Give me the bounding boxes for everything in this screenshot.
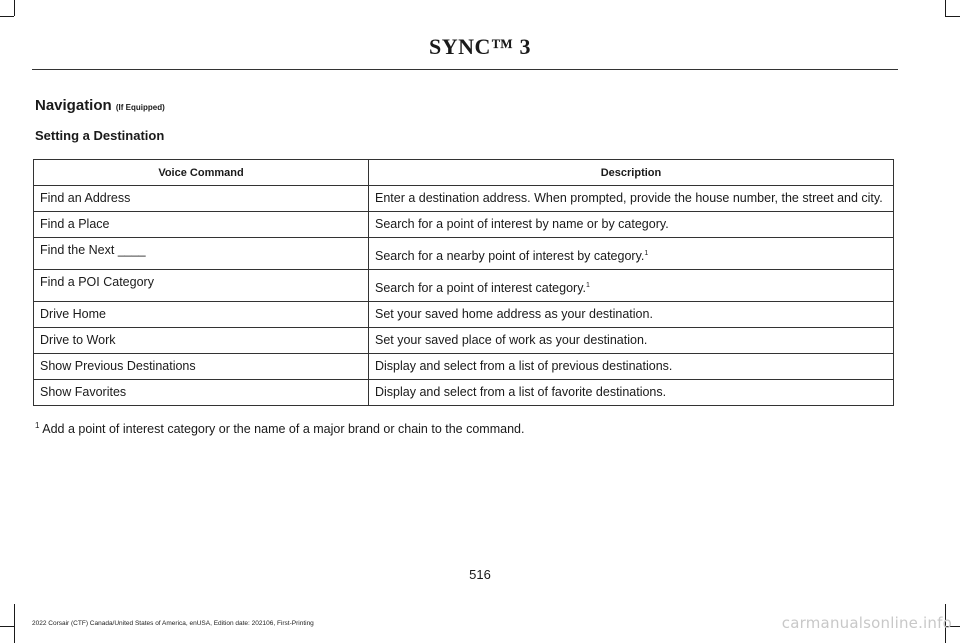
subsection-heading: Setting a Destination (35, 128, 165, 143)
section-heading-text: Navigation (35, 97, 112, 114)
table-row (34, 238, 894, 270)
description-text: Search for a nearby point of interest by category. (375, 249, 645, 263)
description-cell: Set your saved home address as your destination. (369, 302, 894, 328)
table-row (34, 380, 894, 406)
footnote-marker: 1 (586, 281, 590, 289)
description-cell: Enter a destination address. When prompted, provide the house number, the street and city. (369, 186, 894, 212)
command-cell: Find an Address (34, 186, 369, 212)
footnote-text: Add a point of interest category or the name of a major brand or chain to the command. (42, 422, 525, 437)
table-row (34, 270, 894, 302)
site-watermark: carmanualsonline.info (781, 614, 952, 632)
command-cell: Find a POI Category (34, 270, 369, 302)
voice-command-table (33, 159, 894, 406)
command-cell: Find a Place (34, 212, 369, 238)
footnote-marker: 1 (644, 249, 649, 257)
page-number: 516 (469, 567, 491, 582)
crop-mark (945, 16, 960, 17)
description-cell (369, 270, 894, 302)
command-cell: Show Previous Destinations (34, 354, 369, 380)
crop-mark (14, 0, 15, 16)
page-header-title: SYNC™ 3 (429, 34, 531, 59)
table-footnote (35, 421, 524, 436)
edition-footer: 2022 Corsair (CTF) Canada/United States of America, enUSA, Edition date: 202106, First-Printing (32, 620, 314, 627)
column-header-description: Description (369, 160, 894, 186)
command-cell: Find the Next ____ (34, 238, 369, 270)
crop-mark (945, 0, 946, 16)
table-row (34, 186, 894, 212)
description-cell: Display and select from a list of previous destinations. (369, 354, 894, 380)
command-cell: Drive Home (34, 302, 369, 328)
description-cell: Search for a point of interest by name or by category. (369, 212, 894, 238)
crop-mark (0, 16, 14, 17)
command-cell: Drive to Work (34, 328, 369, 354)
table-header-row (34, 160, 894, 186)
table-row (34, 212, 894, 238)
command-cell: Show Favorites (34, 380, 369, 406)
table-row (34, 354, 894, 380)
section-qualifier: (If Equipped) (115, 103, 165, 112)
crop-mark (0, 626, 14, 627)
section-heading (35, 97, 165, 114)
description-cell: Set your saved place of work as your destination. (369, 328, 894, 354)
description-text: Search for a point of interest category. (375, 281, 586, 295)
crop-mark (14, 604, 15, 643)
description-cell: Display and select from a list of favorite destinations. (369, 380, 894, 406)
header-divider (32, 69, 898, 70)
description-cell (369, 238, 894, 270)
column-header-voice-command: Voice Command (34, 160, 369, 186)
footnote-number: 1 (35, 421, 40, 430)
table-row (34, 328, 894, 354)
table-row (34, 302, 894, 328)
